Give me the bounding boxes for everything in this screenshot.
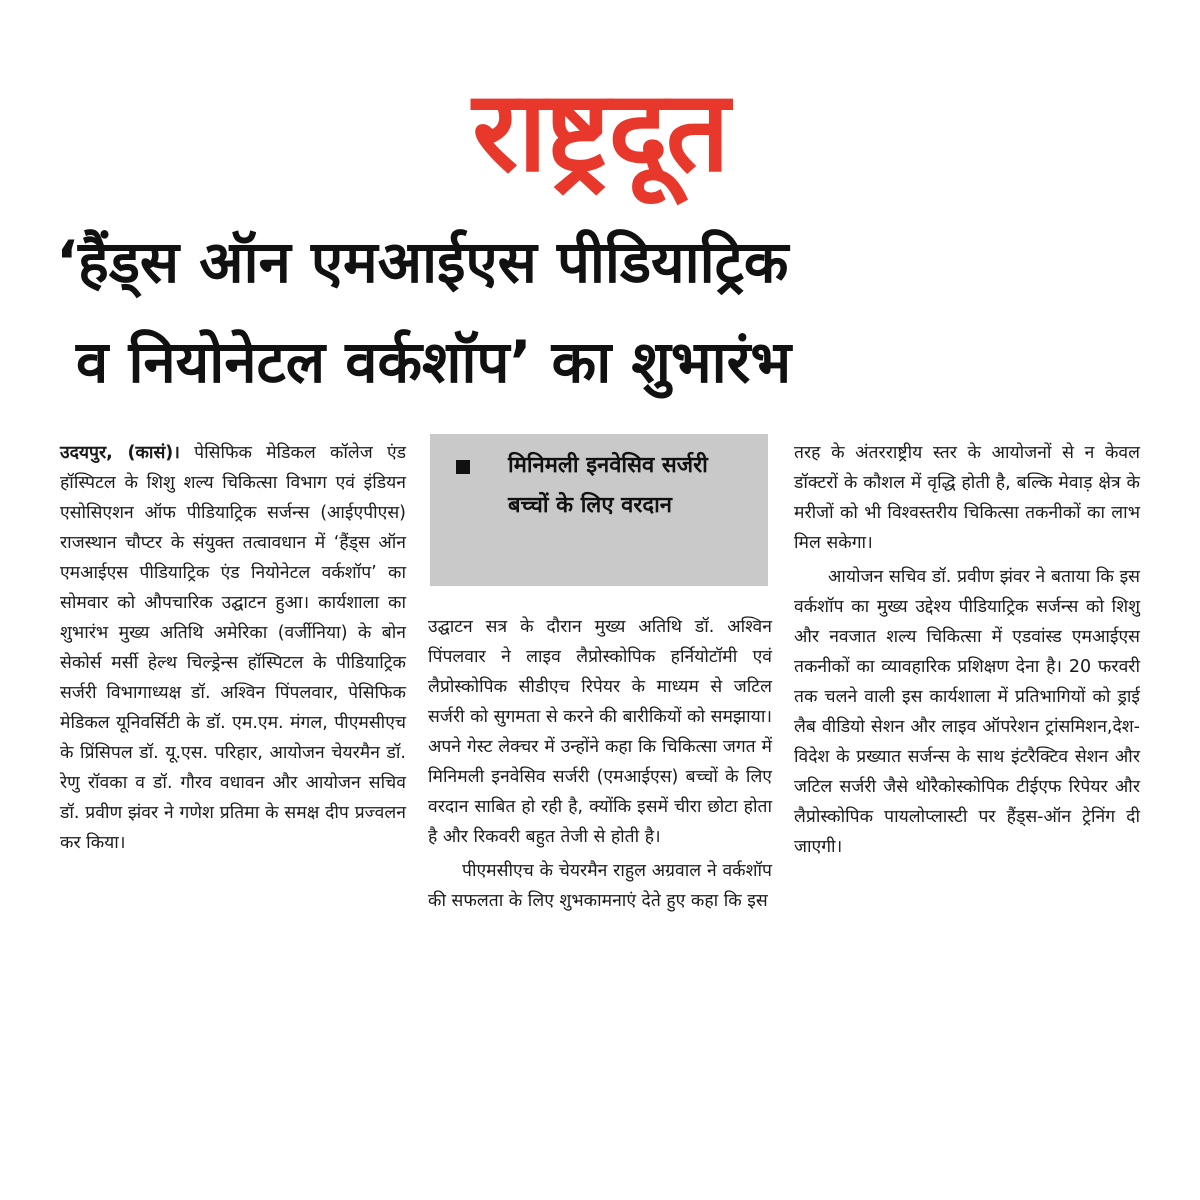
article-paragraph: उद्घाटन सत्र के दौरान मुख्य अतिथि डॉ. अश्विन पिंपलवार ने लाइव लैप्रोस्कोपिक हर्नियोटॉमी एवं लैप्रोस्कोपिक सीडीएच रिपेयर के माध्यम से जटिल सर्जरी को सुगमता से करने की बारीकियों को समझाया। अपने गेस्ट लेक्चर में उन्होंने कहा कि चिकित्सा जगत में मिनिमली इनवेसिव सर्जरी (एमआईएस) बच्चों के लिए वरदान साबित हो रही है, क्योंकि इसमें चीरा छोटा होता है और रिकवरी बहुत तेजी से होती है। xyxy=(428,617,772,847)
highlight-text: मिनिमली इनवेसिव सर्जरी बच्चों के लिए वरदान xyxy=(508,453,708,518)
square-bullet-icon xyxy=(456,460,470,474)
article-paragraph: तरह के अंतरराष्ट्रीय स्तर के आयोजनों से न केवल डॉक्टरों के कौशल में वृद्धि होती है, बल्कि मेवाड़ क्षेत्र के मरीजों को भी विश्वस्तरीय चिकित्सा तकनीकों का लाभ मिल सकेगा। xyxy=(794,443,1140,553)
article-column-3 xyxy=(794,438,1140,862)
paragraph-text: पेसिफिक मेडिकल कॉलेज एंड हॉस्पिटल के शिशु शल्य चिकित्सा विभाग एवं इंडियन एसोसिएशन ऑफ पीडियाट्रिक सर्जन्स (आईएपीएस) राजस्थान चौप्टर के संयुक्त तत्वावधान में ‘हैंड्स ऑन एमआईएस पीडियाट्रिक एंड नियोनेटल वर्कशॉप’ का सोमवार को औपचारिक उद्घाटन हुआ। कार्यशाला का शुभारंभ मुख्य अतिथि अमेरिका (वर्जीनिया) के बोन सेकोर्स मर्सी हेल्थ चिल्ड्रेन्स हॉस्पिटल के पीडियाट्रिक सर्जरी विभागाध्यक्ष डॉ. अश्विन पिंपलवार, पेसिफिक मेडिकल यूनिवर्सिटी के डॉ. एम.एम. मंगल, पीएमसीएच के प्रिंसिपल डॉ. यू.एस. परिहार, आयोजन चेयरमैन डॉ. रेणु रॉवका व डॉ. गौरव वधावन और आयोजन सचिव डॉ. प्रवीण झंवर ने गणेश प्रतिमा के समक्ष दीप प्रज्वलन कर किया। xyxy=(60,443,406,853)
article-column-1 xyxy=(60,438,406,858)
article-paragraph xyxy=(60,438,406,858)
highlight-callout xyxy=(430,434,768,586)
headline-line-2: व नियोनेटल वर्कशॉप’ का शुभारंभ xyxy=(76,328,792,396)
article-paragraph: आयोजन सचिव डॉ. प्रवीण झंवर ने बताया कि इस वर्कशॉप का मुख्य उद्देश्य पीडियाट्रिक सर्जन्स को शिशु और नवजात शल्य चिकित्सा में एडवांस्ड एमआईएस तकनीकों का व्यावहारिक प्रशिक्षण देना है। 20 फरवरी तक चलने वाली इस कार्यशाला में प्रतिभागियों को ड्राई लैब वीडियो सेशन और लाइव ऑपरेशन ट्रांसमिशन,देश-विदेश के प्रख्यात सर्जन्स के साथ इंटरैक्टिव सेशन और जटिल सर्जरी जैसे थोरैकोस्कोपिक टीईएफ रिपेयर और लैप्रोस्कोपिक पायलोप्लास्टी पर हैंड्स-ऑन ट्रेनिंग दी जाएगी। xyxy=(794,567,1140,857)
headline-line-1: ‘हैंड्स ऑन एमआईएस पीडियाट्रिक xyxy=(56,228,789,296)
article-paragraph: पीएमसीएच के चेयरमैन राहुल अग्रवाल ने वर्कशॉप की सफलता के लिए शुभकामनाएं देते हुए कहा कि इस xyxy=(428,861,772,911)
dateline: उदयपुर, (कासं)। xyxy=(60,443,180,463)
newspaper-masthead: राष्ट्रदूत xyxy=(472,67,728,197)
article-column-2 xyxy=(428,612,772,916)
